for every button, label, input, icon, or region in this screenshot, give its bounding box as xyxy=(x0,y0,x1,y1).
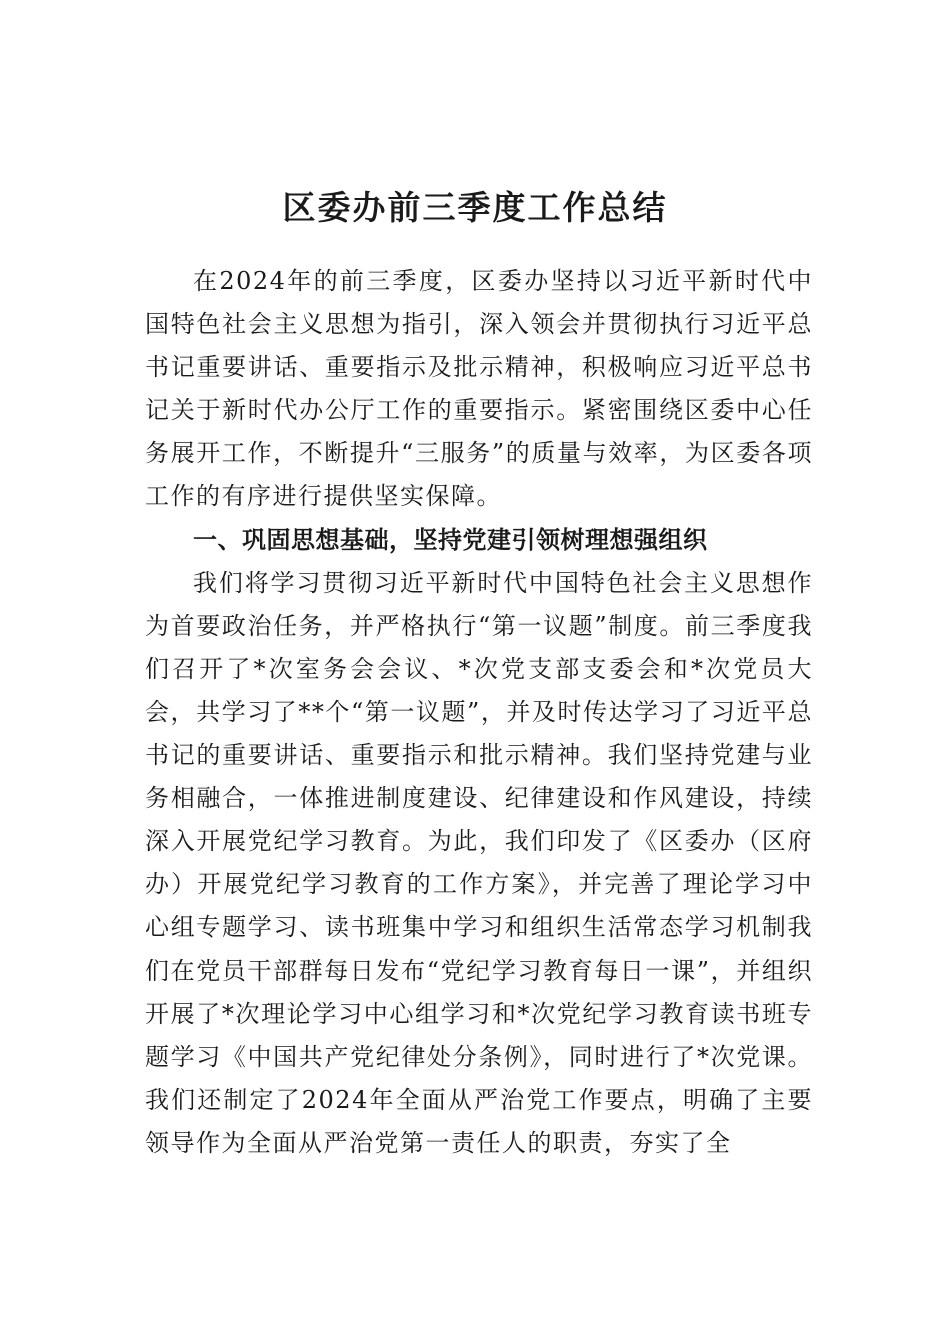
section-1-paragraph: 我们将学习贯彻习近平新时代中国特色社会主义思想作为首要政治任务，并严格执行“第一议题”制度。前三季度我们召开了*次室务会会议、*次党支部支委会和*次党员大会，共学习了**个“第一议题”，并及时传达学习了习近平总书记的重要讲话、重要指示和批示精神。我们坚持党建与业务相融合，一体推进制度建设、纪律建设和作风建设，持续深入开展党纪学习教育。为此，我们印发了《区委办（区府办）开展党纪学习教育的工作方案》，并完善了理论学习中心组专题学习、读书班集中学习和组织生活常态学习机制我们在党员干部群每日发布“党纪学习教育每日一课”，并组织开展了*次理论学习中心组学习和*次党纪学习教育读书班专题学习《中国共产党纪律处分条例》，同时进行了*次党课。我们还制定了2024年全面从严治党工作要点，明确了主要领导作为全面从严治党第一责任人的职责，夯实了全 xyxy=(145,568,813,1157)
intro-paragraph: 在2024年的前三季度，区委办坚持以习近平新时代中国特色社会主义思想为指引，深入领会并贯彻执行习近平总书记重要讲话、重要指示及批示精神，积极响应习近平总书记关于新时代办公厅工作的重要指示。紧密围绕区委中心任务展开工作，不断提升“三服务”的质量与效率，为区委各项工作的有序进行提供坚实保障。 xyxy=(145,267,813,511)
document-body xyxy=(145,260,813,1165)
document-title: 区委办前三季度工作总结 xyxy=(282,188,668,228)
section-heading-1: 一、巩固思想基础，坚持党建引领树理想强组织 xyxy=(193,525,708,554)
